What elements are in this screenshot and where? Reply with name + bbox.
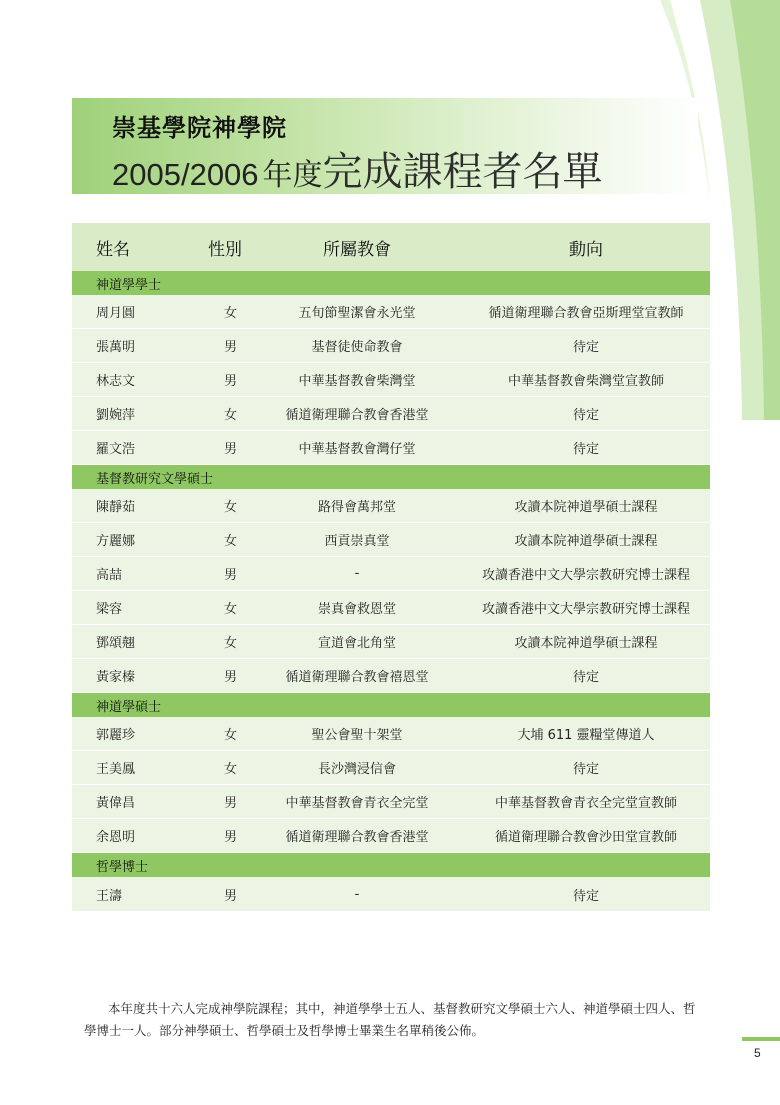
table-row [72,785,710,819]
table-row [72,877,710,911]
name-cell: 高喆 [96,568,123,583]
name-cell: 黃偉昌 [96,796,136,811]
gender-cell: 女 [224,728,238,743]
gender-cell: 女 [224,636,238,651]
table-row [72,363,710,397]
church-cell: 路得會萬邦堂 [317,500,396,515]
church-cell: 五旬節聖潔會永光堂 [298,306,416,321]
table-row [72,591,710,625]
gender-cell: 男 [224,888,238,904]
name-cell: 鄧頌翹 [96,636,136,651]
column-header-church: 所屬教會 [323,239,391,260]
table-row [72,557,710,591]
table-row [72,625,710,659]
destination-cell: 攻讀本院神道學碩士課程 [514,500,658,515]
table-row [72,523,710,557]
table-row [72,751,710,785]
year-unit: 年度 [262,158,323,193]
page-number: 5 [754,1046,761,1060]
name-cell: 劉婉萍 [96,408,136,423]
section-heading: 基督教研究文學碩士 [72,465,710,489]
name-cell: 張萬明 [96,340,136,355]
destination-cell: 待定 [572,762,599,777]
gender-cell: 男 [224,568,238,583]
table-row [72,295,710,329]
gender-cell: 男 [224,670,238,685]
destination-cell: 攻讀本院神道學碩士課程 [514,636,658,651]
gender-cell: 男 [224,796,238,811]
destination-cell: 待定 [572,888,599,904]
column-header-gender: 性別 [208,239,242,260]
gender-cell: 女 [224,762,238,777]
church-cell: 中華基督教會柴灣堂 [298,374,416,389]
gender-cell: 女 [224,534,238,549]
gender-cell: 女 [224,602,238,617]
destination-cell: 攻讀香港中文大學宗教研究博士課程 [481,602,690,617]
table-header-row [72,223,710,271]
church-cell: 長沙灣浸信會 [317,762,396,777]
destination-cell: 中華基督教會柴灣堂宣教師 [507,374,664,389]
gender-cell: 男 [224,830,238,845]
destination-cell: 待定 [572,340,599,355]
table-row [72,659,710,693]
gender-cell: 男 [224,374,238,389]
church-cell: 中華基督教會青衣全完堂 [285,796,429,811]
destination-cell: 待定 [572,442,599,457]
church-cell: 中華基督教會灣仔堂 [298,442,416,457]
name-cell: 梁容 [96,602,123,617]
column-header-name: 姓名 [96,239,130,260]
table-row [72,717,710,751]
name-cell: 郭麗珍 [96,728,136,743]
church-cell: 循道衛理聯合教會禧恩堂 [285,670,429,685]
church-cell: 循道衛理聯合教會香港堂 [285,408,429,423]
gender-cell: 男 [224,442,238,457]
gender-cell: 男 [224,340,238,355]
church-cell: - [354,886,360,902]
title-main: 完成課程者名單 [322,149,603,195]
document-title [112,140,603,197]
destination-cell: 待定 [572,408,599,423]
year-label: 2005/2006 [112,157,259,192]
church-cell: 西貢崇真堂 [324,534,390,549]
gender-cell: 女 [224,500,238,515]
gender-cell: 女 [224,306,238,321]
name-cell: 余恩明 [96,830,136,845]
section-heading: 神道學碩士 [72,693,710,717]
section-heading: 哲學博士 [72,853,710,877]
destination-cell: 中華基督教會青衣全完堂宣教師 [494,796,677,811]
destination-cell: 循道衛理聯合教會沙田堂宣教師 [494,830,677,845]
institution-title: 崇基學院神學院 [112,114,287,142]
church-cell: - [354,566,360,581]
table-row [72,431,710,465]
destination-cell: 循道衛理聯合教會亞斯理堂宣教師 [488,306,684,321]
gender-cell: 女 [224,408,238,423]
name-cell: 陳靜茹 [96,500,136,515]
name-cell: 周月圓 [96,306,136,321]
church-cell: 宣道會北角堂 [317,636,396,651]
destination-cell: 攻讀香港中文大學宗教研究博士課程 [481,568,690,583]
destination-cell: 攻讀本院神道學碩士課程 [514,534,658,549]
destination-cell: 大埔 611 靈糧堂傳道人 [517,728,655,743]
name-cell: 黃家榛 [96,670,136,685]
footer-note: 本年度共十六人完成神學院課程；其中，神道學學士五人、基督教研究文學碩士六人、神道學碩士四人、哲學博士一人。部分神學碩士、哲學碩士及哲學博士畢業生名單稍後公佈。 [84,1001,696,1038]
table-row [72,819,710,853]
church-cell: 基督徒使命教會 [311,340,403,355]
table-row [72,397,710,431]
church-cell: 循道衛理聯合教會香港堂 [285,830,429,845]
church-cell: 崇真會救恩堂 [317,602,396,617]
name-cell: 王濤 [96,888,123,904]
graduates-table [72,223,710,911]
name-cell: 羅文浩 [96,442,136,457]
section-heading: 神道學學士 [72,271,710,295]
table-row [72,489,710,523]
table-row [72,329,710,363]
name-cell: 方麗娜 [96,534,136,549]
name-cell: 王美鳳 [96,762,136,777]
church-cell: 聖公會聖十架堂 [311,728,403,743]
name-cell: 林志文 [96,374,136,389]
column-header-destination: 動向 [569,239,603,260]
page-number-rule [742,1037,780,1041]
table-body [72,271,710,911]
destination-cell: 待定 [572,670,599,685]
